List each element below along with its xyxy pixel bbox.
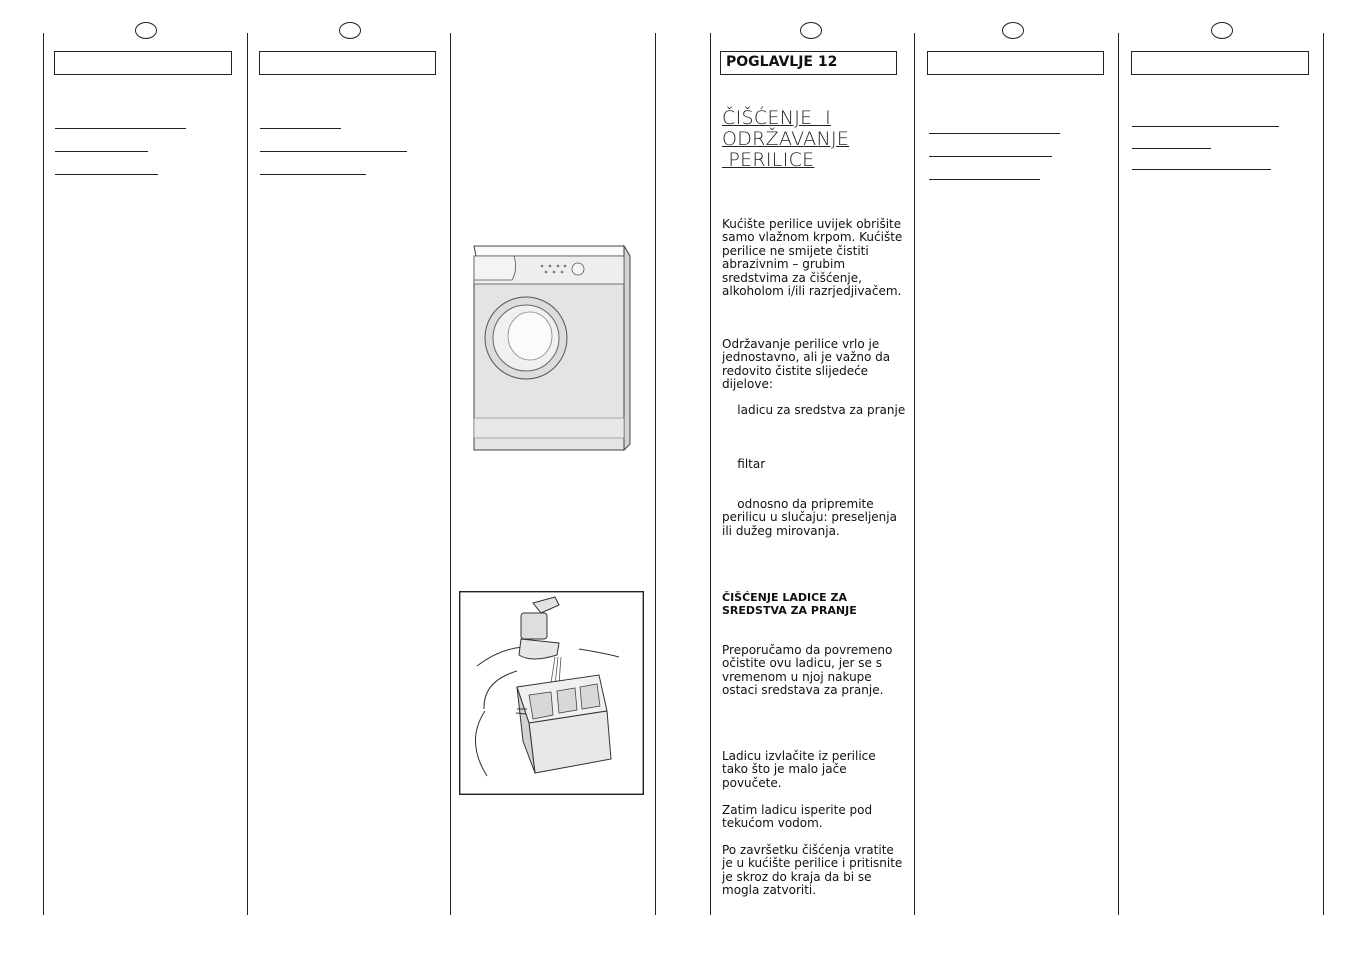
column-divider [914,33,915,915]
title-placeholder-line [55,151,148,152]
title-placeholder-line [1132,126,1279,127]
section-heading: ČIŠĆENJE LADICE ZA SREDSTVA ZA PRANJE [722,591,857,617]
column-divider [43,33,44,915]
language-marker-circle [1002,22,1024,39]
list-item-filter: filtar [722,457,766,471]
title-placeholder-line [1132,148,1211,149]
paragraph-rinse: Zatim ladicu isperite pod tekućom vodom. [722,803,873,831]
chapter-title-line: ODRŽAVANJE [722,128,850,150]
language-marker-circle [339,22,361,39]
title-placeholder-line [260,174,366,175]
chapter-box-empty [259,51,436,75]
list-item-moving: odnosno da pripremite perilicu u slučaju: preseljenja ili dužeg mirovanja. [722,497,901,538]
chapter-box-empty [54,51,232,75]
paragraph-pull-out: Ladicu izvlačite iz perilice tako što je malo jače povučete. [722,749,876,790]
washing-machine-illustration [468,240,636,455]
title-placeholder-line [929,156,1052,157]
column-divider [710,33,711,915]
chapter-box-empty [1131,51,1309,75]
paragraph-reinsert: Po završetku čišćenja vratite je u kućište perilice i pritisnite je skroz do kraja da bi se mogla zatvoriti. [722,843,903,898]
list-item-drawer: ladicu za sredstva za pranje [722,403,906,417]
column-divider [450,33,451,915]
chapter-title-line: PERILICE [722,149,815,171]
paragraph-cabinet-cleaning: Kućište perilice uvijek obrišite samo vlažnom krpom. Kućište perilice ne smijete čistiti abrazivnim – grubim sredstvima za čišćenje, alkoholom i/ili razrjedjivačem. [722,217,903,299]
column-divider [1323,33,1324,915]
column-divider [655,33,656,915]
title-placeholder-line [260,151,407,152]
language-marker-circle [800,22,822,39]
chapter-title-line: ČIŠĆENJE I [722,107,832,129]
title-placeholder-line [55,128,186,129]
chapter-label: POGLAVLJE 12 [726,54,838,70]
title-placeholder-line [929,179,1040,180]
chapter-title [722,108,849,171]
title-placeholder-line [929,133,1060,134]
title-placeholder-line [1132,169,1271,170]
paragraph-maintenance-intro: Održavanje perilice vrlo je jednostavno, ali je važno da redovito čistite slijedeće dijelove: [722,337,891,392]
title-placeholder-line [260,128,341,129]
chapter-box-empty [927,51,1104,75]
drawer-cleaning-illustration [459,591,644,795]
paragraph-drawer-residue: Preporučamo da povremeno očistite ovu ladicu, jer se s vremenom u njoj nakupe ostaci sredstava za pranje. [722,643,893,698]
language-marker-circle [135,22,157,39]
column-divider [1118,33,1119,915]
column-divider [247,33,248,915]
language-marker-circle [1211,22,1233,39]
title-placeholder-line [55,174,158,175]
